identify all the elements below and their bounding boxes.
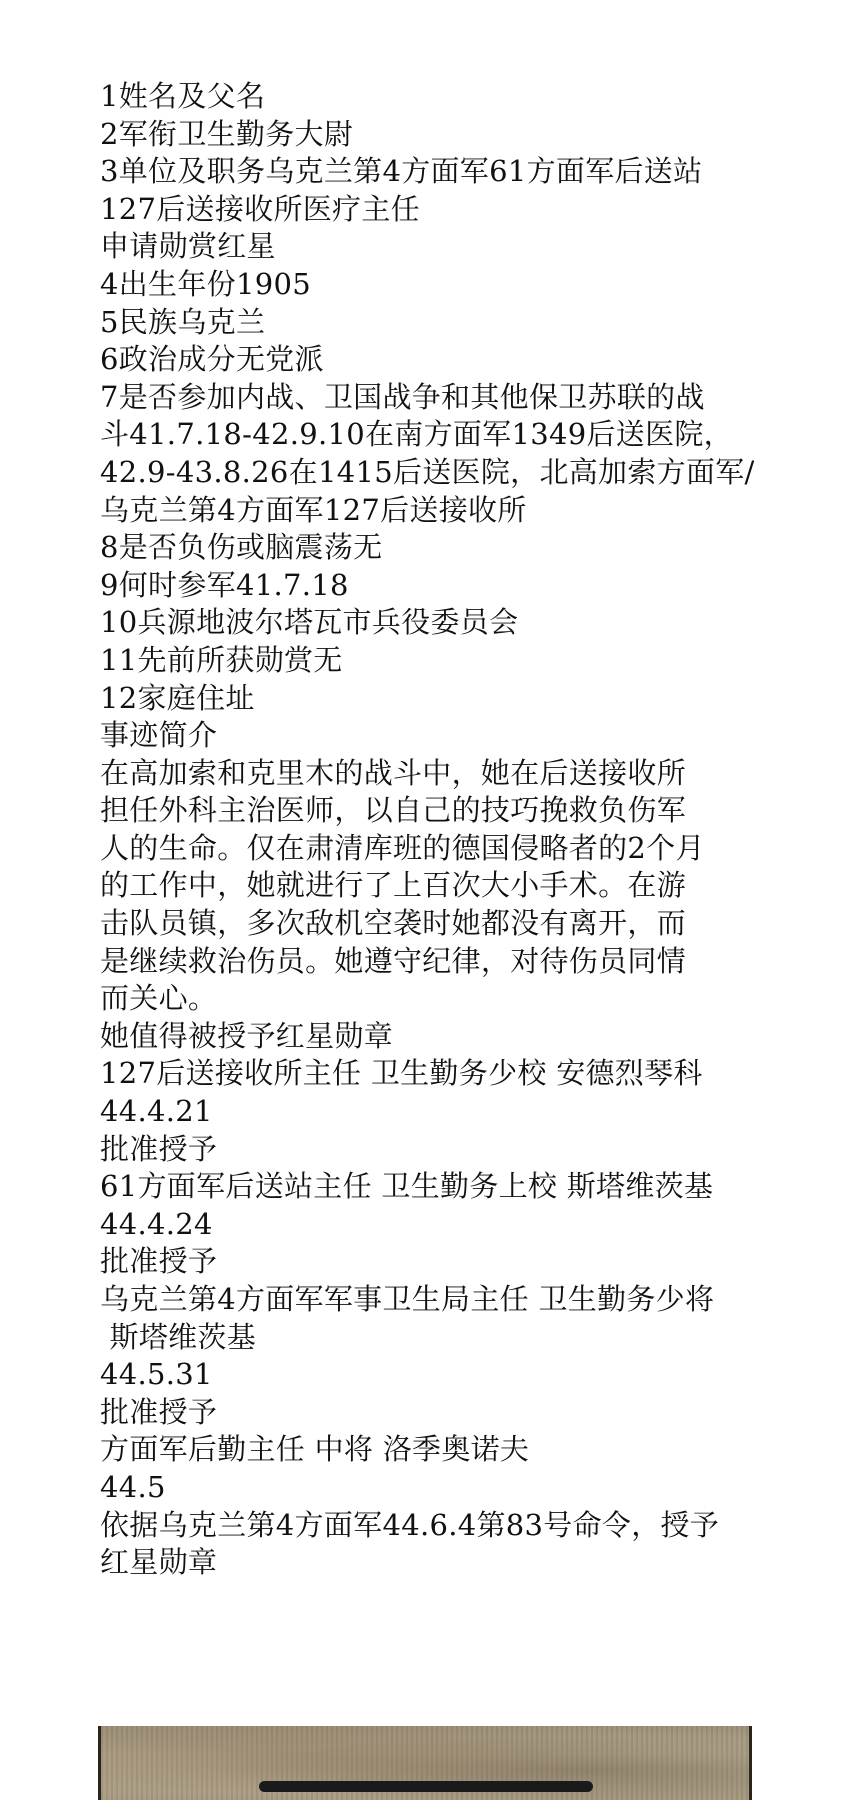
line-summary-4: 的工作中，她就进行了上百次大小手术。在游	[100, 868, 687, 903]
line-previous-awards: 11先前所获勋赏无	[100, 642, 343, 677]
line-order: 依据乌克兰第4方面军44.6.4第83号命令，授予	[100, 1507, 720, 1542]
line-order-award: 红星勋章	[100, 1545, 218, 1580]
line-approval-1: 批准授予	[100, 1131, 218, 1166]
line-approval-2: 批准授予	[100, 1244, 218, 1279]
line-enlistment: 9何时参军41.7.18	[100, 567, 349, 602]
line-summary-5: 击队员镇，多次敌机空袭时她都没有离开，而	[100, 906, 687, 941]
line-date-1: 44.4.21	[100, 1094, 213, 1129]
line-party: 6政治成分无党派	[100, 342, 324, 377]
line-signer-1: 127后送接收所主任 卫生勤务少校 安德烈琴科	[100, 1056, 703, 1091]
line-signer-4: 方面军后勤主任 中将 洛季奥诺夫	[100, 1432, 530, 1467]
line-summary-2: 担任外科主治医师，以自己的技巧挽救负伤军	[100, 793, 687, 828]
line-unit-cont: 127后送接收所医疗主任	[100, 191, 420, 226]
line-war-participation-4: 乌克兰第4方面军127后送接收所	[100, 492, 527, 527]
line-war-participation-2: 斗41.7.18-42.9.10在南方面军1349后送医院，	[100, 417, 733, 452]
line-signer-3-name: 斯塔维茨基	[100, 1319, 257, 1354]
award-document-text	[100, 78, 790, 1582]
line-summary-7: 而关心。	[100, 981, 218, 1016]
line-nationality: 5民族乌克兰	[100, 304, 266, 339]
line-summary-6: 是继续救治伤员。她遵守纪律，对待伤员同情	[100, 943, 687, 978]
line-war-participation: 7是否参加内战、卫国战争和其他保卫苏联的战	[100, 379, 705, 414]
line-recommendation: 她值得被授予红星勋章	[100, 1018, 394, 1053]
line-signer-3: 乌克兰第4方面军军事卫生局主任 卫生勤务少将	[100, 1282, 715, 1316]
line-home-address: 12家庭住址	[100, 680, 255, 715]
line-summary-heading: 事迹简介	[100, 718, 218, 753]
line-war-participation-3: 42.9-43.8.26在1415后送医院，北高加索方面军/	[100, 454, 755, 489]
home-indicator-bar[interactable]	[259, 1781, 593, 1792]
line-summary-1: 在高加索和克里木的战斗中，她在后送接收所	[100, 755, 687, 790]
line-rank: 2军衔卫生勤务大尉	[100, 116, 354, 151]
line-name: 1姓名及父名	[100, 79, 266, 113]
line-unit: 3单位及职务乌克兰第4方面军61方面军后送站	[100, 154, 703, 189]
line-summary-3: 人的生命。仅在肃清库班的德国侵略者的2个月	[100, 830, 705, 865]
line-wounds: 8是否负伤或脑震荡无	[100, 530, 383, 565]
line-birth-year: 4出生年份1905	[100, 266, 311, 301]
line-signer-2: 61方面军后送站主任 卫生勤务上校 斯塔维茨基	[100, 1169, 714, 1204]
line-date-4: 44.5	[100, 1469, 166, 1504]
line-draft-office: 10兵源地波尔塔瓦市兵役委员会	[100, 605, 519, 640]
line-award-request: 申请勋赏红星	[100, 229, 276, 264]
line-date-2: 44.4.24	[100, 1206, 213, 1241]
line-approval-3: 批准授予	[100, 1394, 218, 1429]
line-date-3: 44.5.31	[100, 1357, 213, 1392]
